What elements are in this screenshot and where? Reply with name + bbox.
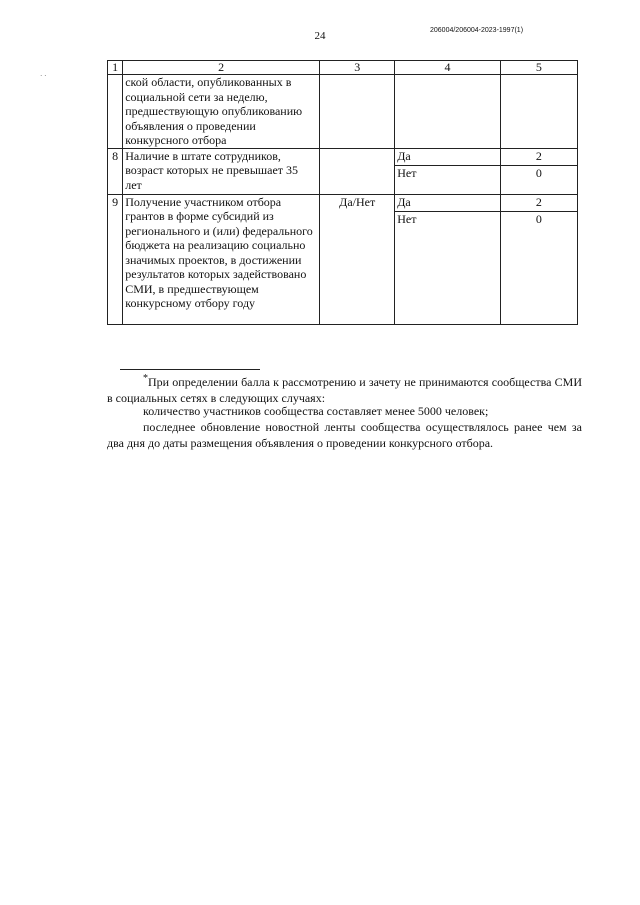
table-header-row [108, 61, 578, 75]
row-8-text: Наличие в штате сотрудников, возраст которых не превышает 35 лет [123, 148, 320, 194]
footnote-case-2: последнее обновление новостной ленты сообщества осуществлялось ранее чем за два дня до даты размещения объявления о проведении конкурсного отбора. [107, 420, 582, 450]
column-header-4: 4 [395, 61, 501, 75]
table-row-continuation [108, 75, 578, 149]
criteria-table [107, 60, 578, 325]
footnote-intro [107, 371, 582, 406]
footnote-intro-text: При определении балла к рассмотрению и зачету не принимаются сообщества СМИ в социальных сетях в следующих случаях: [107, 375, 582, 405]
table-row-9 [108, 194, 578, 211]
row-9-number: 9 [108, 194, 123, 324]
continuation-criterion-cell [320, 75, 395, 149]
row-8-criterion [320, 148, 395, 194]
continuation-answer-cell [395, 75, 501, 149]
table-row-8 [108, 148, 578, 165]
page-number: 24 [314, 30, 326, 42]
continuation-num-cell [108, 75, 123, 149]
row-9-score-yes: 2 [500, 194, 577, 211]
row-9-criterion: Да/Нет [320, 194, 395, 324]
row-9-answer-no: Нет [395, 211, 501, 324]
row-8-answer-yes: Да [395, 148, 501, 165]
row-8-score-no: 0 [500, 165, 577, 194]
footnote-separator [120, 369, 260, 370]
column-header-3: 3 [320, 61, 395, 75]
row-8-answer-no: Нет [395, 165, 501, 194]
row-9-answer-yes: Да [395, 194, 501, 211]
continuation-text: ской области, опубликованных в социальной сети за неделю, предшествующую опубликованию объявления о проведении конкурсного отбора [123, 75, 320, 149]
row-8-number: 8 [108, 148, 123, 194]
document-id: 206004/206004-2023-1997(1) [430, 27, 524, 34]
continuation-score-cell [500, 75, 577, 149]
row-8-score-yes: 2 [500, 148, 577, 165]
margin-mark: · · [40, 72, 47, 80]
column-header-1: 1 [108, 61, 123, 75]
footnote-case-1: количество участников сообщества составляет менее 5000 человек; [143, 404, 489, 418]
column-header-5: 5 [500, 61, 577, 75]
row-9-text: Получение участником отбора грантов в форме субсидий из регионального и (или) федерального бюджета на реализацию социально значимых проектов, в достижении результатов которых задействовано СМИ, в предшествующем конкурсному отбору году [123, 194, 320, 324]
footnote-marker: * [143, 373, 148, 384]
row-9-score-no: 0 [500, 211, 577, 324]
column-header-2: 2 [123, 61, 320, 75]
